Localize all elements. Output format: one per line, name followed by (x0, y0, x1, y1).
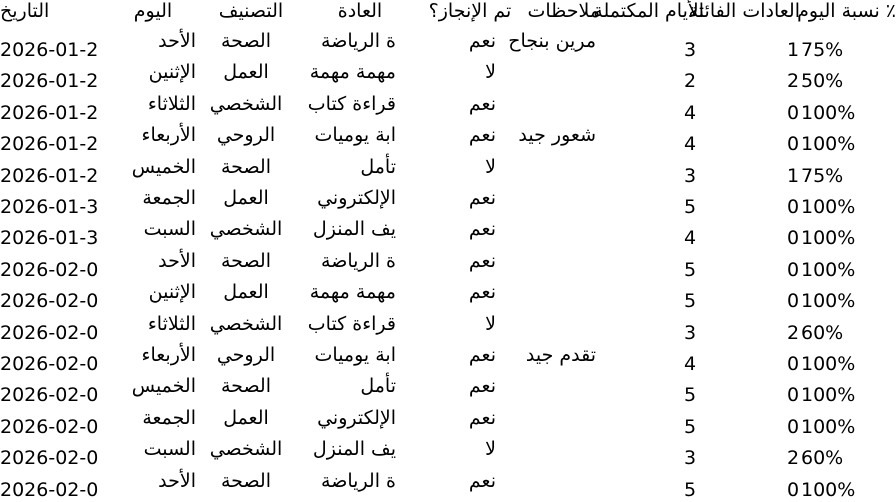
missed-cell[interactable]: 2 (787, 70, 800, 93)
category-cell[interactable]: العمل (223, 406, 269, 429)
day-cell[interactable]: الخميس (131, 375, 196, 398)
done-cell[interactable]: لا (485, 312, 496, 335)
percent-cell[interactable]: 100% (801, 290, 856, 313)
date-cell[interactable]: 2026-02-0 (0, 290, 99, 313)
table-row (0, 124, 896, 156)
category-cell[interactable]: الصحة (221, 469, 271, 492)
day-cell[interactable]: السبت (143, 218, 196, 241)
completed-cell[interactable]: 2 (684, 70, 697, 93)
completed-cell[interactable]: 4 (684, 227, 697, 250)
table-row (0, 313, 896, 345)
missed-cell[interactable]: 0 (787, 290, 800, 313)
habit-cell[interactable]: الإلكتروني (317, 406, 396, 429)
day-cell[interactable]: الأربعاء (141, 124, 196, 147)
habit-cell[interactable]: الإلكتروني (317, 187, 396, 209)
date-cell[interactable]: 2026-02-0 (0, 415, 99, 438)
completed-cell[interactable]: 4 (684, 353, 697, 375)
missed-cell[interactable]: 0 (787, 101, 800, 124)
day-cell[interactable]: الإثنين (148, 61, 196, 84)
percent-cell[interactable]: 60% (801, 321, 844, 344)
done-cell[interactable]: نعم (468, 281, 496, 304)
day-cell[interactable]: الثلاثاء (147, 92, 196, 115)
header-row (0, 0, 896, 32)
table-row (0, 61, 896, 93)
habit-cell[interactable]: ابة يوميات (314, 124, 396, 147)
table-row (0, 407, 896, 439)
category-cell[interactable]: الصحة (221, 155, 271, 178)
table-row (0, 281, 896, 313)
habit-cell[interactable]: ة الرياضة (321, 469, 396, 492)
day-cell[interactable]: الأحد (158, 30, 196, 52)
done-cell[interactable]: لا (485, 61, 496, 84)
completed-cell[interactable]: 3 (684, 321, 697, 344)
missed-cell[interactable]: 0 (787, 227, 800, 250)
completed-cell[interactable]: 3 (684, 39, 697, 61)
done-cell[interactable]: نعم (468, 30, 496, 52)
category-cell[interactable]: الروحي (216, 344, 276, 366)
header-done[interactable]: تم الإنجاز؟ (428, 0, 512, 22)
done-cell[interactable]: نعم (468, 375, 496, 398)
header-percent[interactable]: ٪ نسبة اليوم (797, 0, 896, 22)
date-cell[interactable]: 2026-01-2 (0, 101, 99, 124)
missed-cell[interactable]: 2 (787, 321, 800, 344)
date-cell[interactable]: 2026-02-0 (0, 258, 99, 281)
day-cell[interactable]: الجمعة (142, 406, 196, 429)
day-cell[interactable]: الثلاثاء (147, 312, 196, 335)
header-day[interactable]: اليوم (133, 0, 173, 22)
date-cell[interactable]: 2026-01-3 (0, 196, 99, 218)
percent-cell[interactable]: 100% (801, 133, 856, 156)
completed-cell[interactable]: 3 (684, 164, 697, 187)
done-cell[interactable]: نعم (468, 218, 496, 241)
table-row (0, 156, 896, 188)
missed-cell[interactable]: 1 (787, 164, 800, 187)
header-date[interactable]: التاريخ (0, 0, 50, 22)
percent-cell[interactable]: 100% (801, 353, 856, 375)
completed-cell[interactable]: 4 (684, 101, 697, 124)
missed-cell[interactable]: 0 (787, 353, 800, 375)
date-cell[interactable]: 2026-02-0 (0, 321, 99, 344)
completed-cell[interactable]: 5 (684, 196, 697, 218)
category-cell[interactable]: الصحة (221, 249, 271, 272)
day-cell[interactable]: الإثنين (148, 281, 196, 304)
day-cell[interactable]: الأحد (158, 469, 196, 492)
percent-cell[interactable]: 100% (801, 478, 856, 501)
table-row (0, 187, 896, 219)
percent-cell[interactable]: 50% (801, 70, 844, 93)
table-row (0, 93, 896, 125)
day-cell[interactable]: السبت (143, 438, 196, 461)
date-cell[interactable]: 2026-01-3 (0, 227, 99, 250)
percent-cell[interactable]: 100% (801, 196, 856, 218)
done-cell[interactable]: نعم (468, 92, 496, 115)
date-cell[interactable]: 2026-02-0 (0, 384, 99, 407)
category-cell[interactable]: الشخصي (209, 438, 283, 461)
table-row (0, 375, 896, 407)
percent-cell[interactable]: 75% (801, 164, 844, 187)
date-cell[interactable]: 2026-02-0 (0, 447, 99, 470)
missed-cell[interactable]: 0 (787, 258, 800, 281)
done-cell[interactable]: نعم (468, 406, 496, 429)
percent-cell[interactable]: 100% (801, 227, 856, 250)
habit-cell[interactable]: يف المنزل (312, 218, 396, 241)
table-row (0, 470, 896, 502)
header-notes[interactable]: ملاحظات (527, 0, 600, 22)
date-cell[interactable]: 2026-02-0 (0, 353, 99, 375)
habit-cell[interactable]: قراءة كتاب (307, 312, 396, 335)
missed-cell[interactable]: 0 (787, 384, 800, 407)
done-cell[interactable]: نعم (468, 187, 496, 209)
completed-cell[interactable]: 3 (684, 447, 697, 470)
habit-cell[interactable]: تأمل (360, 375, 396, 398)
day-cell[interactable]: الخميس (131, 155, 196, 178)
date-cell[interactable]: 2026-01-2 (0, 133, 99, 156)
habit-cell[interactable]: مهمة مهمة (309, 281, 396, 304)
missed-cell[interactable]: 0 (787, 478, 800, 501)
category-cell[interactable]: الروحي (216, 124, 276, 147)
category-cell[interactable]: الصحة (221, 30, 271, 52)
missed-cell[interactable]: 0 (787, 415, 800, 438)
percent-cell[interactable]: 100% (801, 101, 856, 124)
done-cell[interactable]: نعم (468, 124, 496, 147)
habit-cell[interactable]: ة الرياضة (321, 249, 396, 272)
missed-cell[interactable]: 0 (787, 196, 800, 218)
missed-cell[interactable]: 1 (787, 39, 800, 61)
header-category[interactable]: التصنيف (218, 0, 284, 22)
table-row (0, 218, 896, 250)
completed-cell[interactable]: 5 (684, 258, 697, 281)
table-row (0, 438, 896, 470)
percent-cell[interactable]: 100% (801, 258, 856, 281)
done-cell[interactable]: نعم (468, 249, 496, 272)
date-cell[interactable]: 2026-02-0 (0, 478, 99, 501)
done-cell[interactable]: نعم (468, 344, 496, 366)
notes-cell[interactable]: شعور جيد (518, 124, 596, 147)
done-cell[interactable]: لا (485, 438, 496, 461)
header-habit[interactable]: العادة (337, 0, 383, 22)
category-cell[interactable]: العمل (223, 281, 269, 304)
date-cell[interactable]: 2026-01-2 (0, 164, 99, 187)
table-row (0, 250, 896, 282)
percent-cell[interactable]: 75% (801, 39, 844, 61)
missed-cell[interactable]: 0 (787, 133, 800, 156)
habit-cell[interactable]: قراءة كتاب (307, 92, 396, 115)
category-cell[interactable]: العمل (223, 61, 269, 84)
day-cell[interactable]: الأحد (158, 249, 196, 272)
day-cell[interactable]: الأربعاء (141, 344, 196, 366)
category-cell[interactable]: الشخصي (209, 312, 283, 335)
percent-cell[interactable]: 100% (801, 384, 856, 407)
header-completed[interactable]: الأيام المكتملة (593, 0, 704, 22)
completed-cell[interactable]: 5 (684, 290, 697, 313)
date-cell[interactable]: 2026-01-2 (0, 70, 99, 93)
habit-cell[interactable]: ة الرياضة (321, 30, 396, 52)
percent-cell[interactable]: 100% (801, 415, 856, 438)
date-cell[interactable]: 2026-01-2 (0, 39, 99, 61)
percent-cell[interactable]: 60% (801, 447, 844, 470)
habit-cell[interactable]: مهمة مهمة (309, 61, 396, 84)
habit-cell[interactable]: ابة يوميات (314, 344, 396, 366)
category-cell[interactable]: الشخصي (209, 218, 283, 241)
category-cell[interactable]: الصحة (221, 375, 271, 398)
done-cell[interactable]: نعم (468, 469, 496, 492)
habit-cell[interactable]: يف المنزل (312, 438, 396, 461)
completed-cell[interactable]: 5 (684, 478, 697, 501)
header-missed[interactable]: العادات الفائتة (688, 0, 800, 22)
category-cell[interactable]: العمل (223, 187, 269, 209)
done-cell[interactable]: لا (485, 155, 496, 178)
completed-cell[interactable]: 5 (684, 415, 697, 438)
category-cell[interactable]: الشخصي (209, 92, 283, 115)
habit-cell[interactable]: تأمل (360, 155, 396, 178)
day-cell[interactable]: الجمعة (142, 187, 196, 209)
missed-cell[interactable]: 2 (787, 447, 800, 470)
completed-cell[interactable]: 5 (684, 384, 697, 407)
table-row (0, 30, 896, 62)
table-row (0, 344, 896, 376)
completed-cell[interactable]: 4 (684, 133, 697, 156)
notes-cell[interactable]: تقدم جيد (525, 344, 596, 366)
notes-cell[interactable]: مرين بنجاح (508, 30, 596, 52)
